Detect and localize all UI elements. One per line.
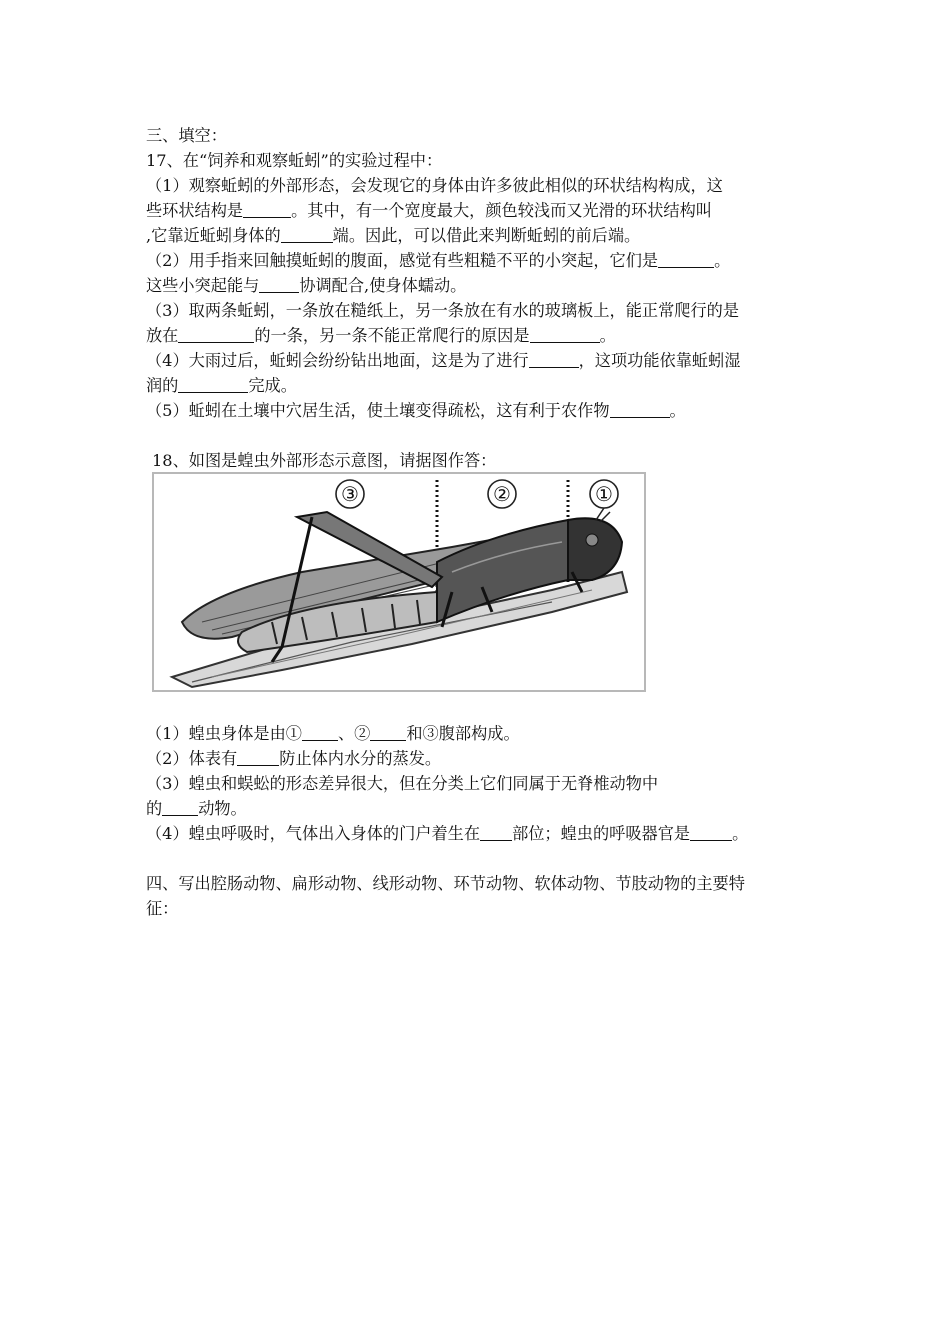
q17-p2-text-b: 。 (714, 251, 731, 270)
blank-q18-2[interactable] (237, 749, 279, 766)
blank-q17-5[interactable] (610, 401, 670, 418)
q17-p3-text-a: 放在 (146, 326, 179, 345)
q17-title: 17、在“饲养和观察蚯蚓”的实验过程中： (146, 151, 443, 170)
q17-p5-line (146, 399, 686, 423)
q18-p3-text-a: 的 (146, 799, 163, 818)
grasshopper-figure (152, 472, 646, 692)
figure-label-3: ③ (341, 482, 359, 506)
q18-p2-line (146, 747, 441, 771)
blank-q17-2b[interactable] (259, 276, 299, 293)
blank-q18-1a[interactable] (302, 724, 338, 741)
q17-p4-line1 (146, 349, 741, 373)
blank-q18-4a[interactable] (480, 824, 512, 841)
q17-p2-text-c: 这些小突起能与 (146, 276, 260, 295)
q18-p4-line (146, 822, 748, 846)
figure-label-1: ① (595, 482, 613, 506)
blank-q17-1b[interactable] (281, 226, 333, 243)
q18-p4-text-a: （4）蝗虫呼吸时，气体出入身体的门户着生在 (146, 824, 481, 843)
q17-p5-text-a: （5）蚯蚓在土壤中穴居生活，使土壤变得疏松，这有利于农作物 (146, 401, 610, 420)
q17-p3-text-c: 。 (599, 326, 616, 345)
q18-p1-text-a: （1）蝗虫身体是由① (146, 724, 302, 743)
q18-p4-text-c: 。 (732, 824, 749, 843)
q18-title: 18、如图是蝗虫外部形态示意图，请据图作答： (152, 451, 497, 470)
q17-p5-text-b: 。 (669, 401, 686, 420)
q17-p3-text-b: 的一条，另一条不能正常爬行的原因是 (254, 326, 530, 345)
q18-p2-text-b: 防止体内水分的蒸发。 (279, 749, 442, 768)
blank-q17-2a[interactable] (658, 251, 714, 268)
q18-p4-text-b: 部位；蝗虫的呼吸器官是 (512, 824, 691, 843)
blank-q17-4a[interactable] (529, 351, 579, 368)
q18-p3-line1: （3）蝗虫和蜈蚣的形态差异很大，但在分类上它们同属于无脊椎动物中 (146, 774, 659, 793)
figure-label-2: ② (493, 482, 511, 506)
q18-p2-text-a: （2）体表有 (146, 749, 238, 768)
q18-p1-text-b: 、② (338, 724, 371, 743)
section3-heading: 三、填空： (146, 126, 227, 145)
q17-p3-line2 (146, 324, 616, 348)
q17-p4-text-d: 完成。 (248, 376, 297, 395)
q17-p2-line1 (146, 249, 730, 273)
q17-p1-text-d: 端。因此，可以借此来判断蚯蚓的前后端。 (332, 226, 641, 245)
section4-line2: 征： (146, 899, 179, 918)
section4-line1: 四、写出腔肠动物、扁形动物、线形动物、环节动物、软体动物、节肢动物的主要特 (146, 874, 745, 893)
q17-p1-text-b: 。其中，有一个宽度最大，颜色较浅而又光滑的环状结构叫 (291, 201, 712, 220)
blank-q17-1a[interactable] (243, 201, 291, 218)
blank-q18-4b[interactable] (690, 824, 732, 841)
q18-p1-line (146, 722, 520, 746)
q17-p1-line1: （1）观察蚯蚓的外部形态，会发现它的身体由许多彼此相似的环状结构构成，这 (146, 176, 723, 195)
q17-p1-text-c: ,它靠近蚯蚓身体的 (146, 226, 281, 245)
q18-p3-text-b: 动物。 (198, 799, 247, 818)
q17-p3-line1: （3）取两条蚯蚓，一条放在糙纸上，另一条放在有水的玻璃板上，能正常爬行的是 (146, 301, 740, 320)
blank-q18-3[interactable] (162, 799, 198, 816)
q18-p1-text-c: 和③腹部构成。 (406, 724, 520, 743)
q17-p1-text-a: 些环状结构是 (146, 201, 244, 220)
q17-p4-text-c: 润的 (146, 376, 179, 395)
q17-p2-text-d: 协调配合,使身体蠕动。 (299, 276, 467, 295)
q18-p3-line2 (146, 797, 247, 821)
grasshopper-illustration (152, 472, 646, 692)
q17-p4-line2 (146, 374, 297, 398)
q17-p1-line2 (146, 199, 712, 223)
q17-p2-line2 (146, 274, 466, 298)
q17-p1-line3 (146, 224, 640, 248)
blank-q17-4b[interactable] (178, 376, 248, 393)
blank-q17-3a[interactable] (178, 326, 254, 343)
blank-q17-3b[interactable] (530, 326, 600, 343)
q17-p4-text-b: ，这项功能依靠蚯蚓湿 (578, 351, 741, 370)
q17-p2-text-a: （2）用手指来回触摸蚯蚓的腹面，感觉有些粗糙不平的小突起，它们是 (146, 251, 659, 270)
blank-q18-1b[interactable] (370, 724, 406, 741)
q17-p4-text-a: （4）大雨过后，蚯蚓会纷纷钻出地面，这是为了进行 (146, 351, 529, 370)
